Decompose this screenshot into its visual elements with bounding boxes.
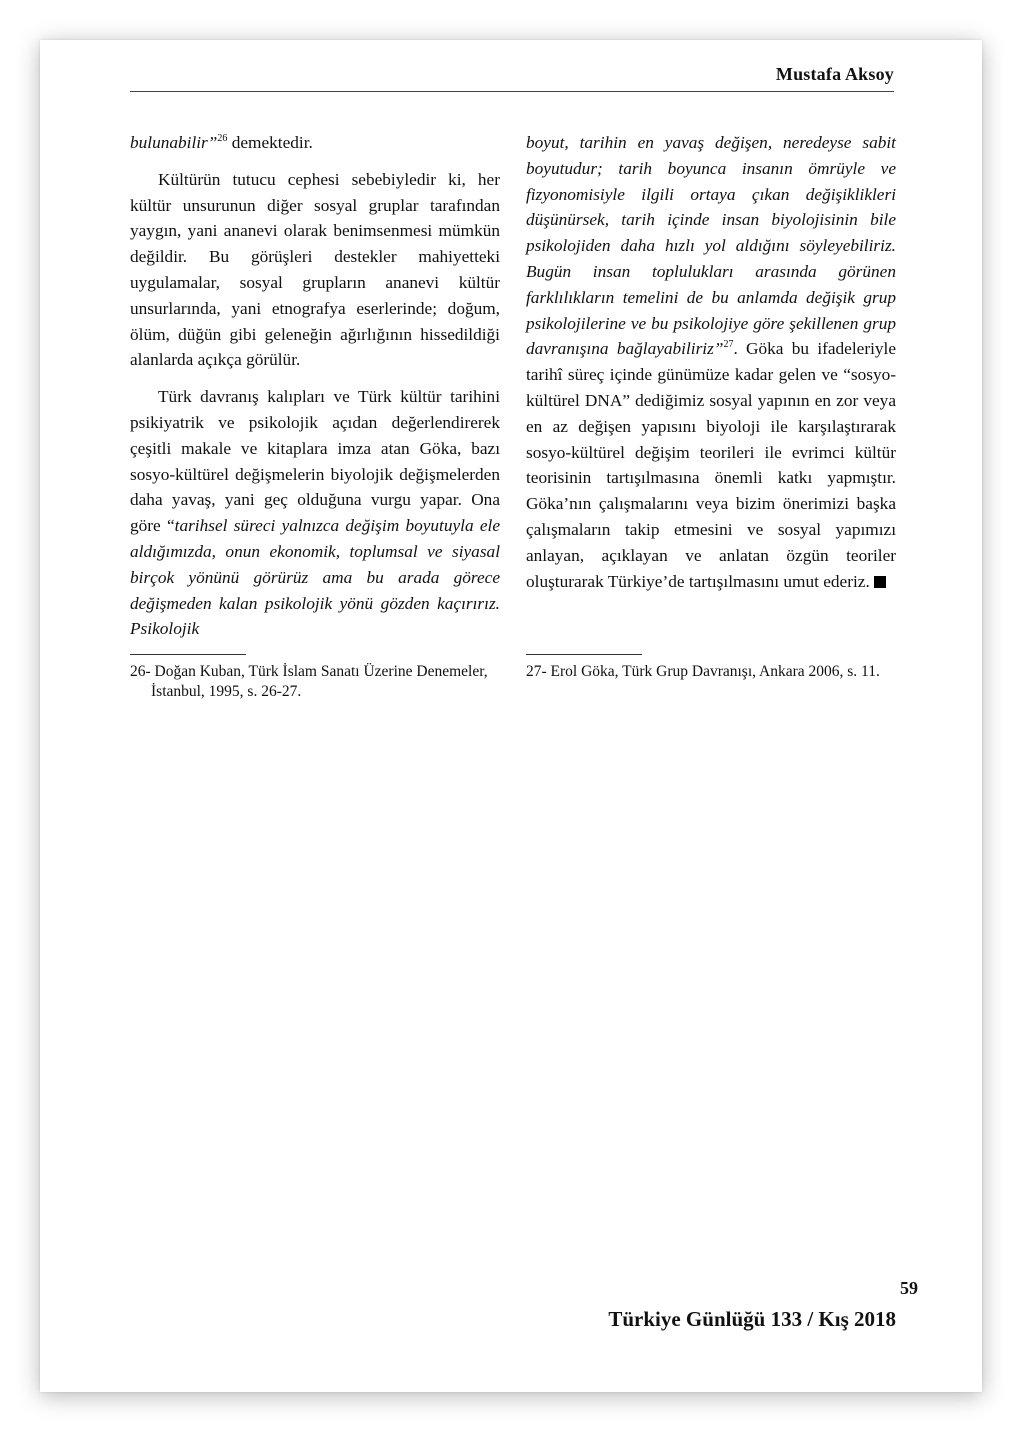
journal-issue-line: Türkiye Günlüğü 133 / Kış 2018 bbox=[608, 1307, 896, 1331]
footnote-ref-27: 27 bbox=[723, 339, 734, 351]
footnote-ref-26: 26 bbox=[217, 133, 228, 145]
footnote-rule-left bbox=[130, 654, 246, 655]
paragraph-continuation-right bbox=[526, 130, 896, 594]
footnote-27: 27- Erol Göka, Türk Grup Davranışı, Ankara 2006, s. 11. bbox=[526, 663, 880, 680]
quote-end-italic: bulunabilir” bbox=[130, 133, 218, 152]
header-rule bbox=[130, 91, 894, 92]
running-head-author: Mustafa Aksoy bbox=[775, 64, 894, 84]
paragraph-continuation bbox=[130, 130, 500, 156]
footnote-26: 26- Doğan Kuban, Türk İslam Sanatı Üzerine Denemeler, İstanbul, 1995, s. 26-27. bbox=[130, 663, 488, 700]
left-column bbox=[130, 130, 500, 642]
right-column bbox=[526, 130, 896, 594]
document-page bbox=[40, 40, 982, 1392]
quote-italic: boyut, tarihin en yavaş değişen, neredeyse sabit boyutudur; tarih boyunca insanın ömrüyle ve fizyonomisiyle ilgili ortaya çıkan değişiklikleri düşünürsek, tarih içinde insan biyolojisinin bile psikolojiden daha hızlı yol aldığını söyleyebiliriz. Bugün insan toplulukları arasında görünen farklılıkların temelini de bu anlamda değişik grup psikolojilerine ve bu psikolojiye göre şekillenen grup davranışına bağlayabiliriz” bbox=[526, 133, 896, 359]
footnote-rule-right bbox=[526, 654, 642, 655]
page-number: 59 bbox=[900, 1278, 918, 1298]
paragraph-text: . Göka bu ifadeleriyle tarihî süreç içinde günümüze kadar gelen ve “sosyo-kültürel DNA” dediğimiz sosyal yapının en zor veya en az değişen yapısını biyoloji ile karşılaştırarak sosyo-kültürel değişim teorileri ile evrimci kültür teorisinin tartışılmasına önemli katkı yapmıştır. Göka’nın çalışmalarını veya bizim önerimizi başka çalışmaların takip etmesini ve sosyal yapımızı anlayan, açıklayan ve anlatan özgün teoriler oluşturarak Türkiye’de tartışılmasını umut ederiz. bbox=[526, 339, 896, 591]
quote-italic: tarihsel süreci yalnızca değişim boyutuyla ele aldığımızda, onun ekonomik, toplumsal ve siyasal birçok yönünü görürüz ama bu arada görece değişmeden kalan psikolojik yönü gözden kaçırırız. Psikolojik bbox=[130, 516, 500, 639]
end-of-article-mark bbox=[874, 576, 886, 588]
paragraph-turk-davranis bbox=[130, 384, 500, 642]
paragraph-text: Türk davranış kalıpları ve Türk kültür tarihini psikiyatrik ve psikolojik açıdan değerlendirerek çeşitli makale ve kitaplara imza atan Göka, bazı sosyo-kültürel değişmelerin biyolojik değişmelerden daha yavaş, yani geç olduğuna vurgu yapar. Ona göre “ bbox=[130, 387, 500, 536]
paragraph-text: demektedir. bbox=[227, 133, 313, 152]
paragraph-kultur-tutucu: Kültürün tutucu cephesi sebebiyledir ki, her kültür unsurunun diğer sosyal gruplar tarafından yaygın, yani ananevi olarak benimsenmesi mümkün değildir. Bu görüşleri destekler mahiyetteki uygulamalar, sosyal grupların ananevi kültür unsurlarında, yani etnografya eserlerinde; doğum, ölüm, düğün gibi geleneğin ağırlığının hissedildiği alanlarda açıkça görülür. bbox=[130, 169, 500, 370]
